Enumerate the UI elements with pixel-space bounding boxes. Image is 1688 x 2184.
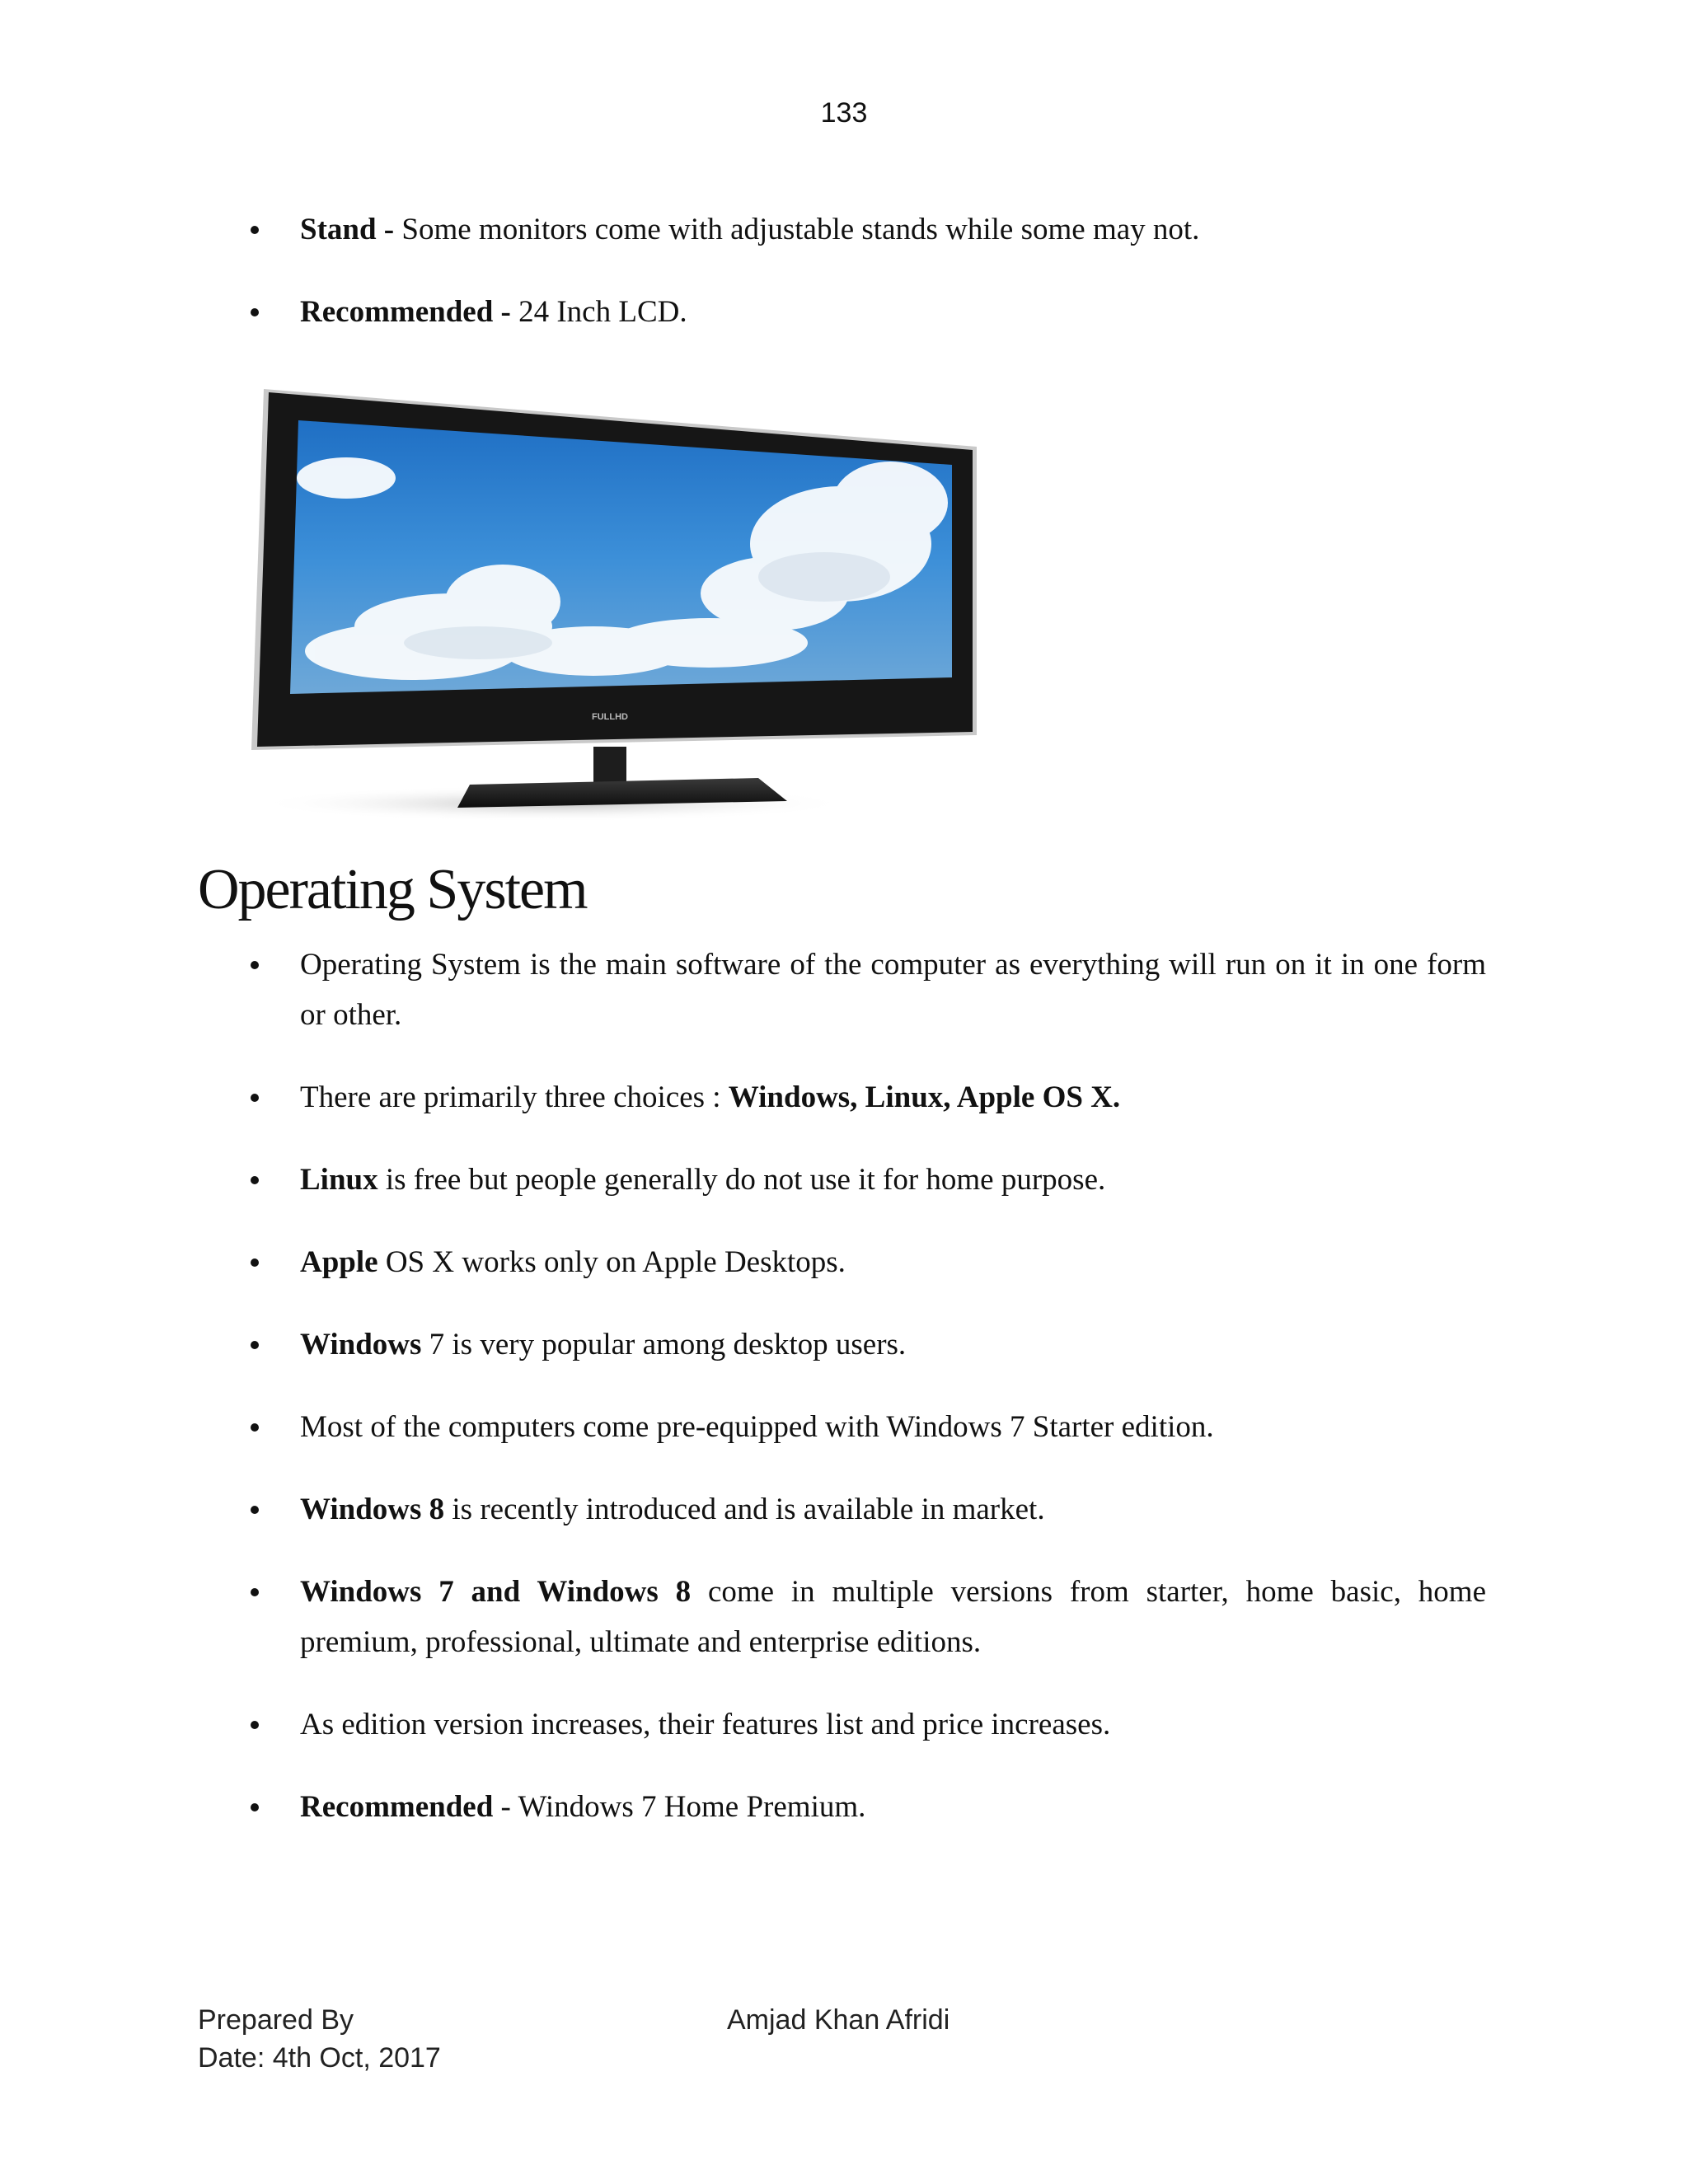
monitor-spec-list: [200, 204, 1519, 369]
item-label: Apple: [300, 1245, 378, 1279]
bullet-icon: [251, 961, 259, 969]
list-item: [200, 1567, 1486, 1667]
item-label: Stand -: [300, 213, 395, 246]
item-text: OS X works only on Apple Desktops.: [377, 1245, 846, 1279]
item-text: Operating System is the main software of the computer as everything will run on it in one form or other.: [300, 948, 1486, 1032]
item-label: Windows 7 and Windows 8: [300, 1575, 692, 1609]
item-label: Recommended: [300, 1790, 494, 1824]
operating-system-list: [200, 940, 1486, 1864]
item-text: As edition version increases, their features list and price increases.: [300, 1708, 1111, 1741]
item-label: Linux: [300, 1163, 378, 1197]
bullet-icon: [251, 1588, 259, 1596]
list-item: [200, 1402, 1486, 1452]
footer-date: Date: 4th Oct, 2017: [198, 2042, 441, 2074]
item-text: 7 is very popular among desktop users.: [421, 1328, 907, 1361]
footer-left: [198, 2001, 441, 2077]
list-item: [200, 204, 1519, 255]
item-text: is recently introduced and is available in market.: [444, 1493, 1045, 1526]
bullet-icon: [251, 226, 259, 234]
footer-prepared-by: Prepared By: [198, 2004, 354, 2036]
bullet-icon: [251, 1176, 259, 1184]
item-text: Most of the computers come pre-equipped with Windows 7 Starter edition.: [300, 1410, 1214, 1444]
bullet-icon: [251, 1094, 259, 1102]
item-text: is free but people generally do not use it for home purpose.: [377, 1163, 1106, 1197]
bullet-icon: [251, 1341, 259, 1349]
list-item: [200, 940, 1486, 1040]
item-text: Some monitors come with adjustable stands while some may not.: [394, 213, 1200, 246]
section-heading: Operating System: [198, 858, 587, 921]
bullet-icon: [251, 1506, 259, 1514]
item-label: Windows: [300, 1328, 422, 1361]
footer-author: Amjad Khan Afridi: [727, 2004, 950, 2036]
item-text: - Windows 7 Home Premium.: [493, 1790, 866, 1824]
monitor-image: [247, 379, 989, 824]
list-item: [200, 1782, 1486, 1832]
item-label: Recommended -: [300, 295, 511, 329]
bullet-icon: [251, 308, 259, 316]
item-label: Windows, Linux, Apple OS X.: [728, 1080, 1121, 1114]
list-item: There are primarily three choices : Windows, Linux, Apple OS X.: [200, 1072, 1486, 1122]
list-item: [200, 1699, 1486, 1750]
item-label: Windows 8: [300, 1493, 445, 1526]
list-item: [200, 1155, 1486, 1205]
bullet-icon: [251, 1721, 259, 1729]
list-item: [200, 287, 1519, 337]
bullet-icon: [251, 1423, 259, 1432]
page-number: 133: [820, 97, 868, 129]
list-item: [200, 1319, 1486, 1370]
list-item: [200, 1237, 1486, 1287]
bullet-icon: [251, 1803, 259, 1811]
list-item: [200, 1484, 1486, 1535]
monitor-badge: FULLHD: [592, 712, 628, 722]
item-text: come in multiple versions from starter, home basic, home premium, professional, ultimate and enterprise editions.: [300, 1575, 1486, 1659]
bullet-icon: [251, 1258, 259, 1267]
item-text: 24 Inch LCD.: [510, 295, 687, 329]
